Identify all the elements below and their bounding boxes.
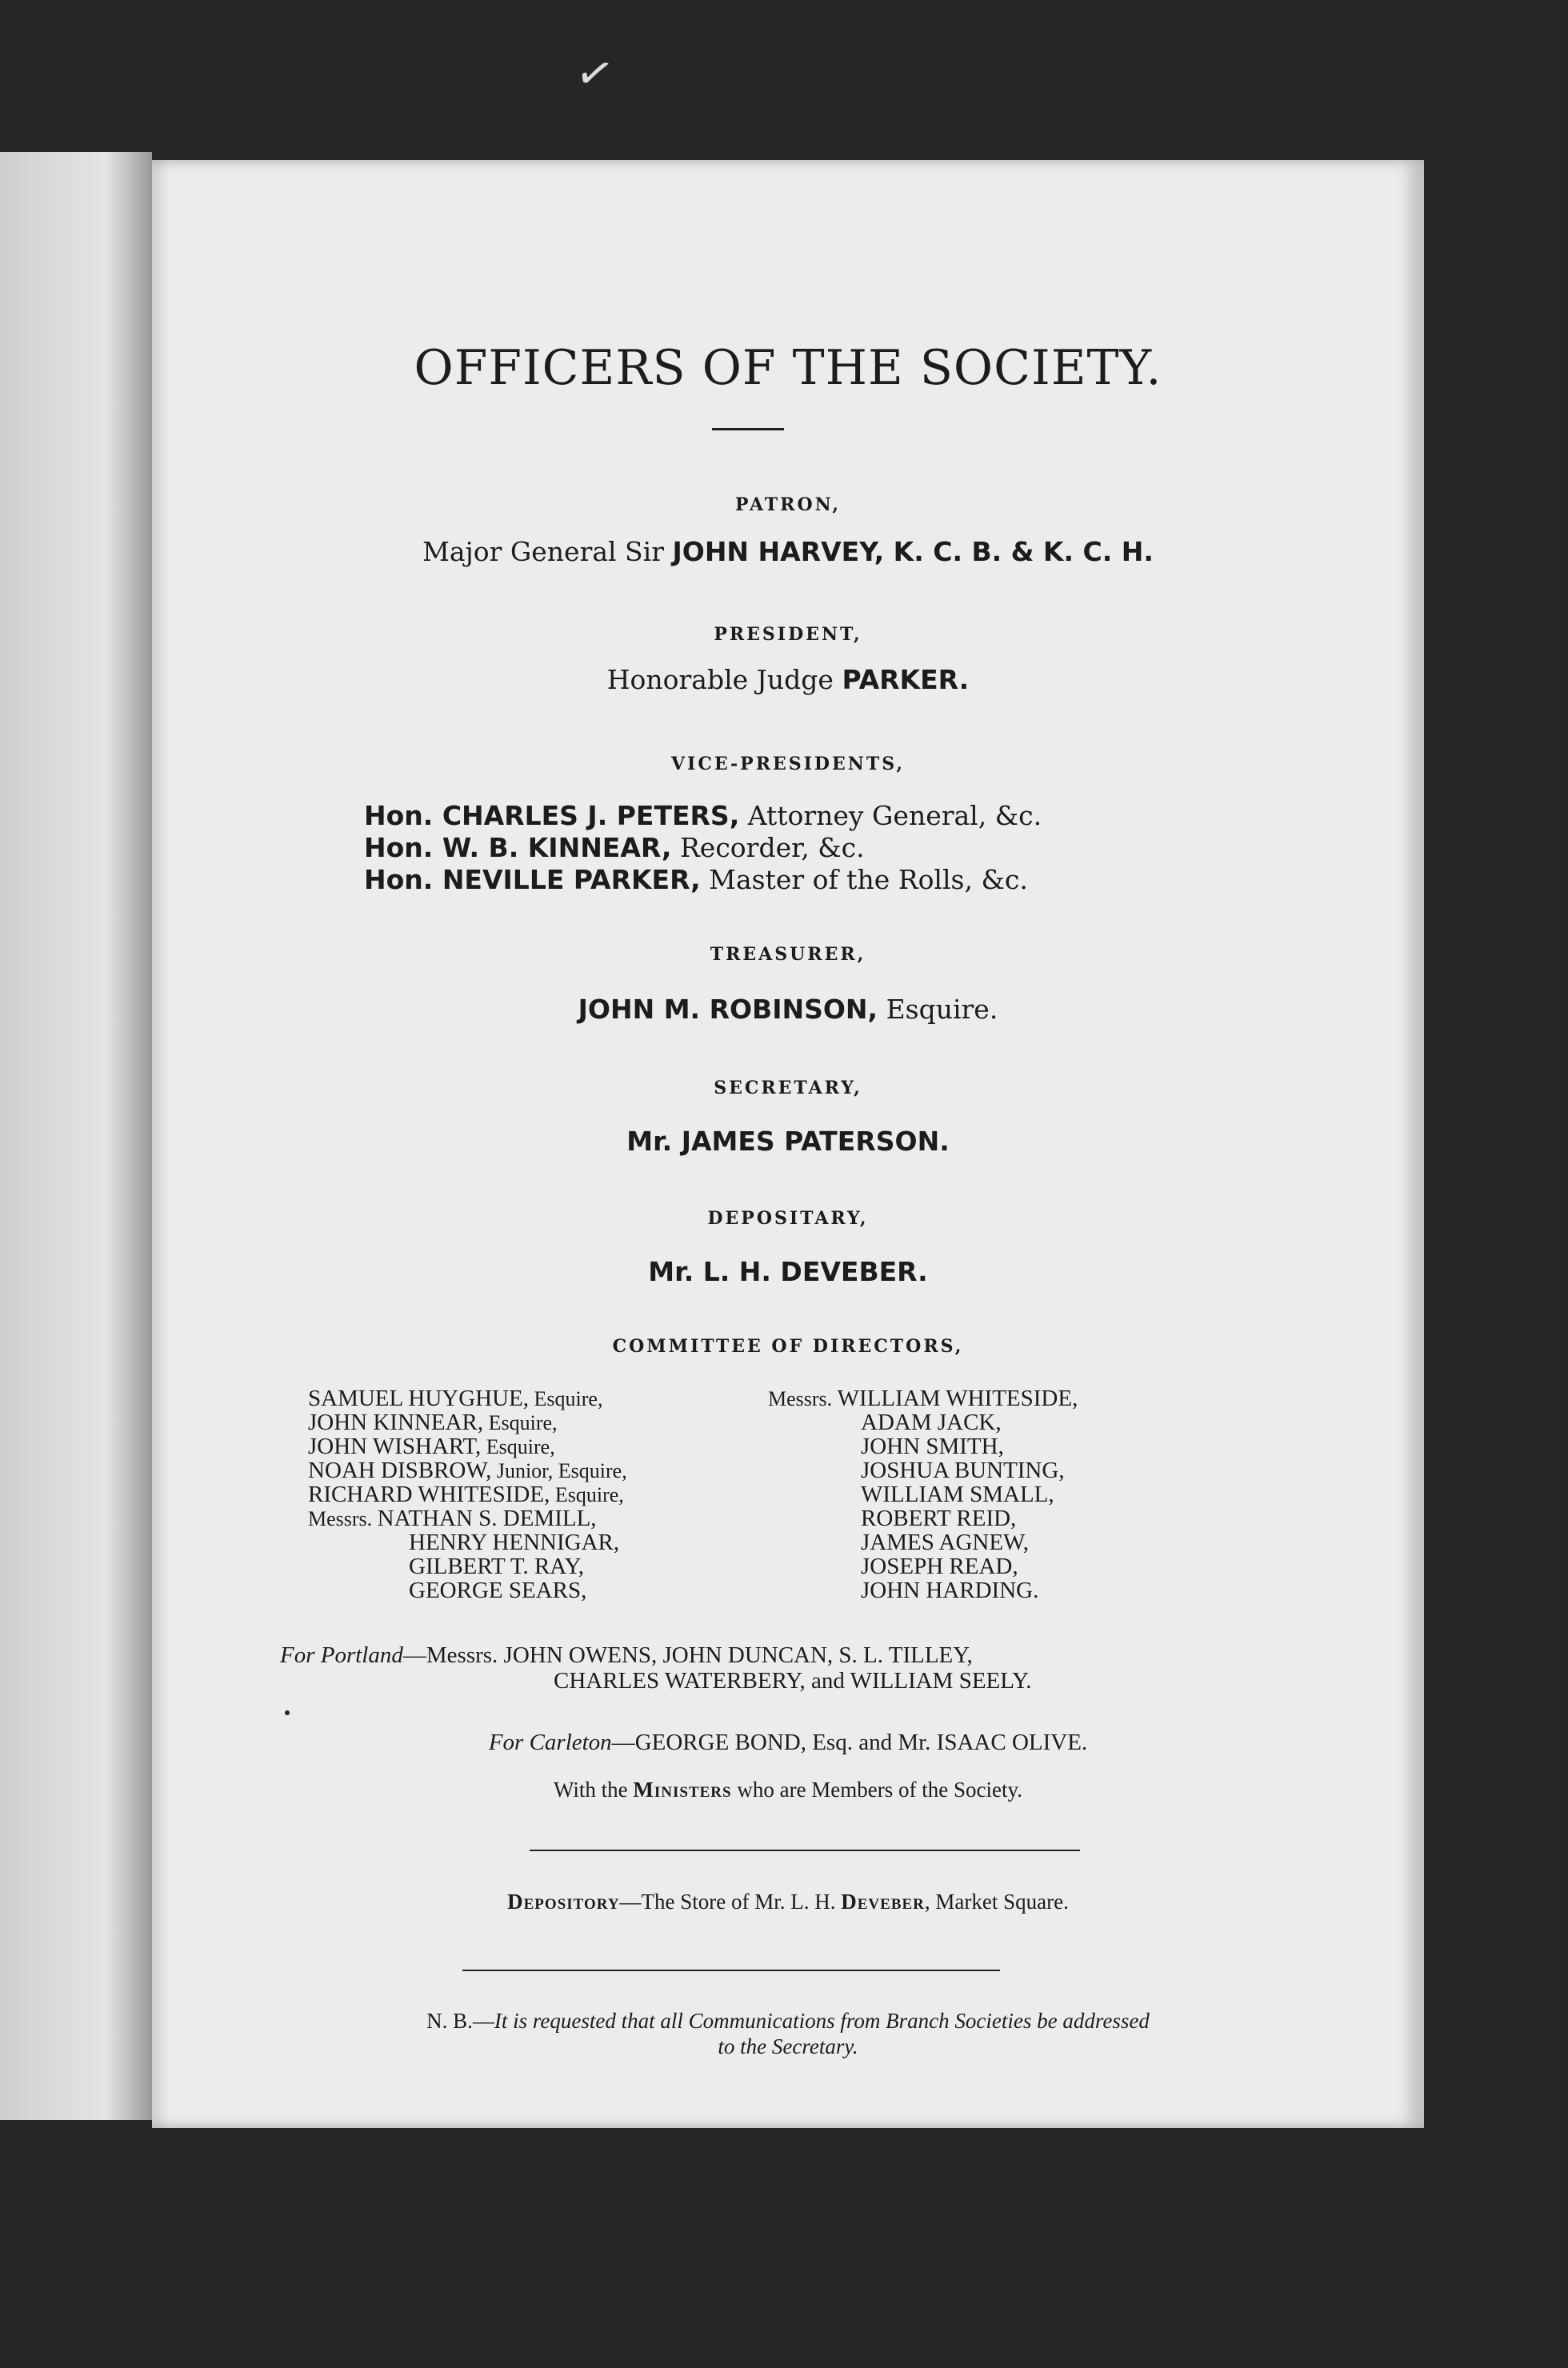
director-entry — [308, 1386, 627, 1410]
director-name: SAMUEL HUYGHUE, — [308, 1386, 530, 1411]
vice-president-entry — [364, 864, 1042, 896]
treasurer-heading: TREASURER, — [710, 944, 866, 965]
director-entry — [768, 1554, 1078, 1578]
director-entry — [308, 1434, 627, 1458]
vp-hon: Hon. — [364, 864, 442, 895]
director-entry — [768, 1578, 1078, 1602]
director-name: NATHAN S. DEMILL, — [377, 1506, 597, 1531]
document-page — [152, 160, 1424, 2128]
treasurer-suffix: Esquire. — [878, 994, 998, 1025]
director-entry — [308, 1458, 627, 1482]
vice-president-entry — [364, 832, 1042, 864]
page-title: OFFICERS OF THE SOCIETY. — [414, 340, 1162, 396]
director-name: JOHN SMITH, — [861, 1434, 1004, 1459]
depository-post: , Market Square. — [924, 1890, 1069, 1914]
vp-role: Master of the Rolls, &c. — [700, 864, 1028, 895]
vp-name: W. B. KINNEAR, — [442, 832, 672, 863]
vice-presidents-list — [364, 800, 1042, 896]
director-post: Esquire, — [550, 1483, 624, 1506]
patron-line — [152, 536, 1424, 567]
director-post: Esquire, — [483, 1411, 558, 1434]
vice-presidents-heading: VICE-PRESIDENTS, — [670, 754, 906, 774]
directors-right-column — [768, 1386, 1078, 1602]
director-name: ADAM JACK, — [861, 1410, 1002, 1435]
depositary-name: Mr. L. H. DEVEBER. — [648, 1256, 928, 1287]
director-name: JOHN WISHART, — [308, 1434, 482, 1459]
director-entry — [308, 1578, 627, 1602]
director-name: NOAH DISBROW, — [308, 1458, 492, 1483]
director-pre: Messrs. — [768, 1387, 838, 1410]
director-entry — [768, 1530, 1078, 1554]
carleton-names: —GEORGE BOND, Esq. and Mr. ISAAC OLIVE. — [611, 1730, 1088, 1755]
president-prefix: Honorable Judge — [606, 664, 842, 695]
director-entry — [308, 1554, 627, 1578]
portland-label: For Portland — [280, 1642, 403, 1668]
ministers-word: Ministers — [633, 1778, 732, 1802]
secretary-name: Mr. JAMES PATERSON. — [626, 1126, 950, 1157]
director-entry — [768, 1482, 1078, 1506]
ink-speck — [285, 1710, 290, 1715]
patron-heading: PATRON, — [735, 494, 841, 515]
director-entry — [768, 1386, 1078, 1410]
director-name: JOHN HARDING. — [861, 1578, 1039, 1603]
vp-role: Attorney General, &c. — [739, 800, 1042, 831]
director-name: WILLIAM SMALL, — [861, 1482, 1054, 1507]
director-entry — [308, 1506, 627, 1530]
president-line — [152, 664, 1424, 695]
director-post: Esquire, — [481, 1435, 555, 1458]
director-entry — [768, 1434, 1078, 1458]
director-post: Junior, Esquire, — [491, 1459, 627, 1482]
nb-prefix: N. B.— — [426, 2009, 494, 2033]
vice-president-entry — [364, 800, 1042, 832]
ministers-post: who are Members of the Society. — [731, 1778, 1022, 1802]
directors-left-column — [308, 1386, 627, 1602]
director-name: HENRY HENNIGAR, — [409, 1530, 620, 1555]
director-entry — [308, 1530, 627, 1554]
director-pre: Messrs. — [308, 1507, 378, 1530]
nb-note — [152, 2008, 1424, 2059]
vp-name: CHARLES J. PETERS, — [442, 800, 740, 831]
depository-note — [152, 1890, 1424, 1914]
directors-heading: COMMITTEE OF DIRECTORS, — [612, 1336, 964, 1357]
director-name: JOSEPH READ, — [861, 1554, 1018, 1579]
secretary-heading: SECRETARY, — [714, 1078, 862, 1098]
portland-directors — [152, 1642, 1424, 1694]
depository-word: Depository — [507, 1890, 620, 1914]
vp-role: Recorder, &c. — [671, 832, 865, 863]
ministers-note — [152, 1778, 1424, 1802]
treasurer-line — [152, 994, 1424, 1025]
portland-names-1: —Messrs. JOHN OWENS, JOHN DUNCAN, S. L. TILLEY, — [402, 1642, 973, 1668]
portland-line-2: CHARLES WATERBERY, and WILLIAM SEELY. — [554, 1668, 1032, 1694]
vp-hon: Hon. — [364, 832, 442, 863]
divider-rule-2 — [462, 1970, 1000, 1971]
president-name: PARKER. — [842, 664, 970, 695]
carleton-label: For Carleton — [488, 1730, 612, 1755]
director-name: GEORGE SEARS, — [409, 1578, 587, 1603]
director-name: JOSHUA BUNTING, — [861, 1458, 1065, 1483]
director-name: WILLIAM WHITESIDE, — [837, 1386, 1078, 1411]
title-rule — [712, 428, 784, 430]
divider-rule-1 — [530, 1850, 1080, 1851]
carleton-directors — [152, 1730, 1424, 1756]
depositary-heading: DEPOSITARY, — [707, 1208, 869, 1229]
nb-text-1: It is requested that all Communications from Branch Societies be addressed — [494, 2009, 1150, 2033]
director-entry — [308, 1410, 627, 1434]
director-name: RICHARD WHITESIDE, — [308, 1482, 550, 1507]
president-heading: PRESIDENT, — [714, 624, 862, 645]
ministers-pre: With the — [553, 1778, 634, 1802]
facing-page-edge — [0, 152, 152, 2120]
vp-name: NEVILLE PARKER, — [442, 864, 701, 895]
nb-text-2: to the Secretary. — [718, 2034, 858, 2058]
director-entry — [768, 1458, 1078, 1482]
director-entry — [308, 1482, 627, 1506]
portland-line-1 — [152, 1642, 1424, 1668]
director-entry — [768, 1410, 1078, 1434]
pencil-mark: ✓ — [570, 44, 619, 104]
deveber-word: Deveber — [841, 1890, 925, 1914]
patron-prefix: Major General Sir — [422, 536, 673, 567]
director-entry — [768, 1506, 1078, 1530]
director-name: JAMES AGNEW, — [861, 1530, 1030, 1555]
director-name: ROBERT REID, — [861, 1506, 1017, 1531]
depository-mid: —The Store of Mr. L. H. — [619, 1890, 842, 1914]
nb-line-1 — [152, 2008, 1424, 2034]
treasurer-name: JOHN M. ROBINSON, — [578, 994, 878, 1025]
director-name: GILBERT T. RAY, — [409, 1554, 585, 1579]
patron-name: JOHN HARVEY, K. C. B. & K. C. H. — [672, 536, 1154, 567]
director-post: Esquire, — [529, 1387, 603, 1410]
vp-hon: Hon. — [364, 800, 442, 831]
director-name: JOHN KINNEAR, — [308, 1410, 484, 1435]
